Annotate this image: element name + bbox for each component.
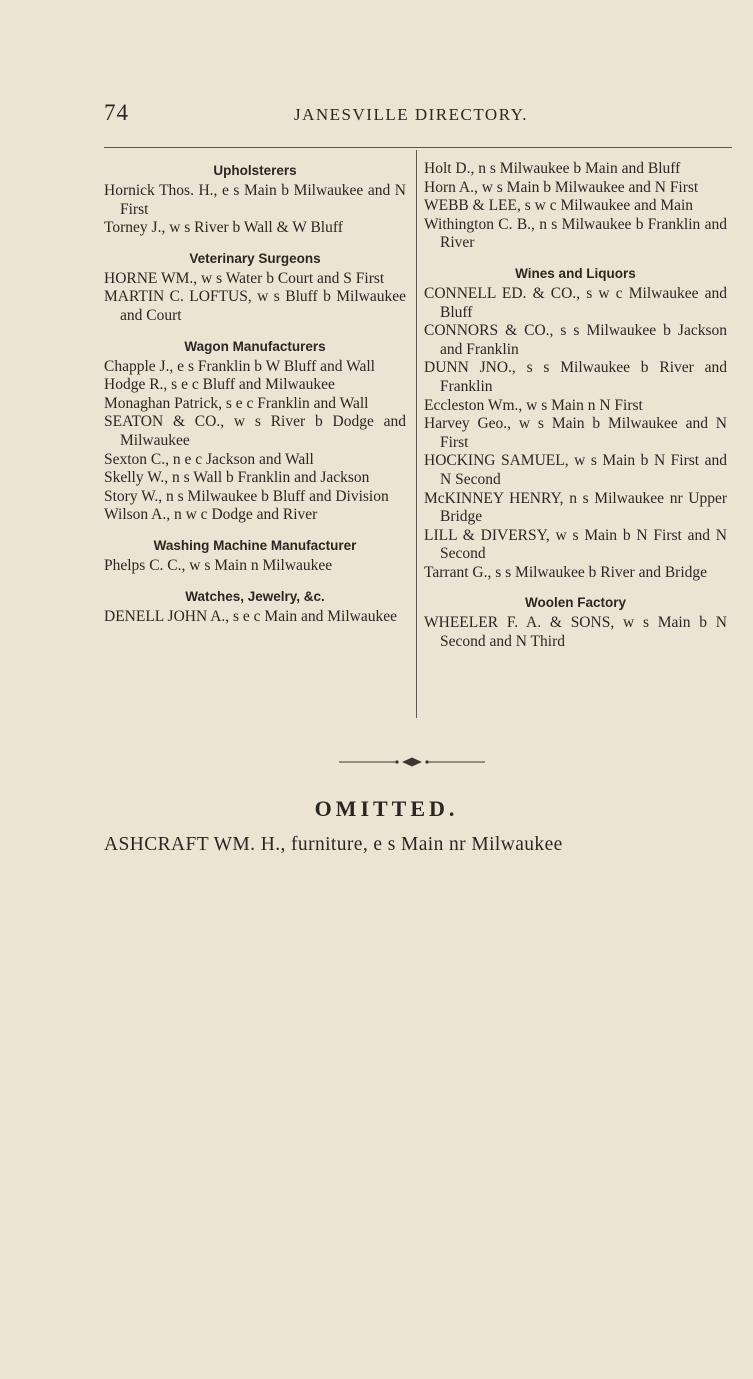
directory-entry: MARTIN C. LOFTUS, w s Bluff b Milwaukee and Court	[104, 288, 406, 324]
directory-entry: Horn A., w s Main b Milwaukee and N First	[424, 178, 699, 196]
directory-entry: Withington C. B., n s Milwaukee b Franklin and River	[424, 215, 727, 252]
directory-entry: Harvey Geo., w s Main b Milwaukee and N First	[424, 415, 727, 451]
directory-entry: HOCKING SAMUEL, w s Main b N First and N Second	[424, 452, 727, 488]
directory-entry: Sexton C., n e c Jackson and Wall	[104, 450, 314, 468]
directory-entry: Monaghan Patrick, s e c Franklin and Wall	[104, 394, 369, 412]
section-heading: Veterinary Surgeons	[189, 250, 321, 266]
directory-entry: Phelps C. C., w s Main n Milwaukee	[104, 556, 333, 574]
section-heading: Washing Machine Manufacturer	[153, 537, 357, 553]
page-header	[104, 100, 734, 130]
section-heading: Wagon Manufacturers	[184, 338, 326, 354]
directory-entry: WEBB & LEE, s w c Milwaukee and Main	[424, 197, 694, 215]
directory-entry: SEATON & CO., w s River b Dodge and Milwaukee	[104, 413, 406, 449]
omitted-title: OMITTED.	[314, 796, 459, 821]
directory-entry: Story W., n s Milwaukee b Bluff and Division	[104, 487, 389, 505]
directory-entry: Hornick Thos. H., e s Main b Milwaukee and N First	[104, 182, 406, 218]
column-divider	[416, 150, 417, 718]
directory-entry: Eccleston Wm., w s Main n N First	[424, 396, 643, 414]
directory-entry: McKINNEY HENRY, n s Milwaukee nr Upper Bridge	[424, 489, 727, 526]
section-heading: Wines and Liquors	[515, 265, 636, 281]
directory-entry: CONNORS & CO., s s Milwaukee b Jackson and Franklin	[424, 322, 727, 358]
directory-entry: WHEELER F. A. & SONS, w s Main b N Second and N Third	[424, 614, 727, 651]
section-heading: Woolen Factory	[524, 595, 626, 611]
directory-entry: Chapple J., e s Franklin b W Bluff and Wall	[104, 357, 375, 375]
running-title: JANESVILLE DIRECTORY.	[294, 105, 528, 124]
left-column	[104, 160, 406, 626]
section-heading: Watches, Jewelry, &c.	[185, 588, 325, 604]
directory-entry: Hodge R., s e c Bluff and Milwaukee	[104, 376, 335, 394]
directory-entry: Skelly W., n s Wall b Franklin and Jackson	[104, 469, 370, 487]
directory-entry: Tarrant G., s s Milwaukee b River and Bridge	[424, 563, 708, 581]
ornament-divider	[339, 756, 485, 768]
directory-entry: Wilson A., n w c Dodge and River	[104, 506, 318, 524]
omitted-entry: ASHCRAFT WM. H., furniture, e s Main nr Milwaukee	[104, 834, 563, 855]
header-rule	[104, 147, 732, 148]
directory-entry: Holt D., n s Milwaukee b Main and Bluff	[424, 160, 681, 177]
directory-entry: DENELL JOHN A., s e c Main and Milwaukee	[104, 607, 398, 625]
directory-entry: LILL & DIVERSY, w s Main b N First and N Second	[424, 526, 727, 563]
right-column	[424, 160, 727, 652]
page-number: 74	[104, 100, 129, 125]
directory-entry: HORNE WM., w s Water b Court and S First	[104, 269, 385, 287]
directory-entry: DUNN JNO., s s Milwaukee b River and Franklin	[424, 359, 727, 395]
directory-entry: CONNELL ED. & CO., s w c Milwaukee and Bluff	[424, 284, 727, 321]
section-heading: Upholsterers	[213, 163, 297, 178]
directory-entry: Torney J., w s River b Wall & W Bluff	[104, 219, 343, 237]
